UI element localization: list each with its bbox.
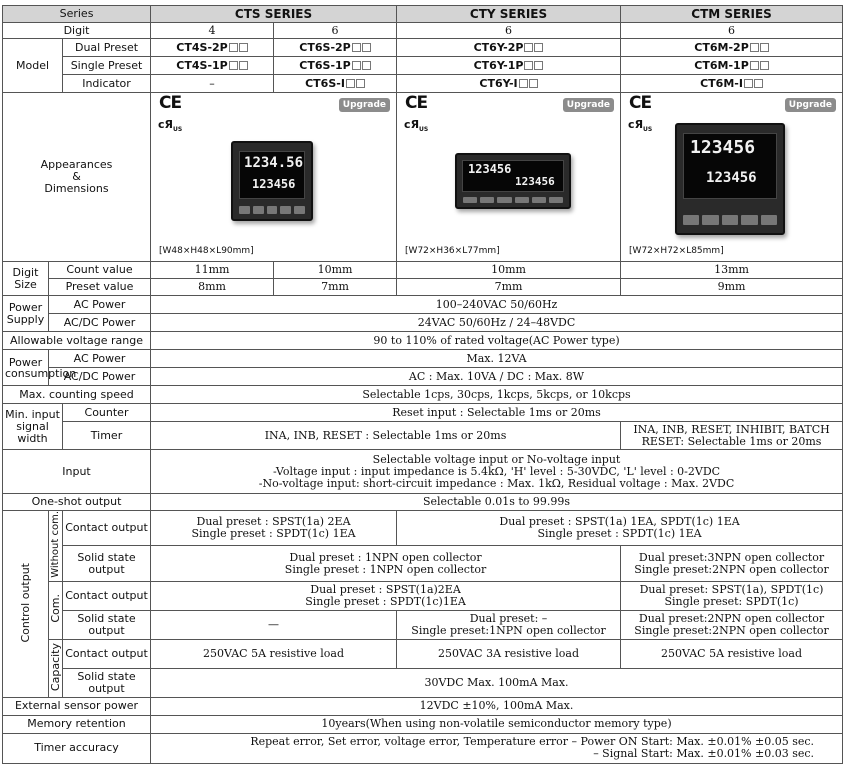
model-cts4-dual: CT4S-2P [151, 39, 274, 57]
model-cts6-single: CT6S-1P [274, 57, 397, 75]
without-com-label: Without com. [49, 511, 63, 582]
memory-value: 10years(When using non-volatile semiconductor memory type) [151, 715, 843, 733]
indicator-label: Indicator [63, 75, 151, 93]
memory-label: Memory retention [3, 715, 151, 733]
model-ctm-indicator: CT6M-I [621, 75, 843, 93]
model-cty-indicator: CT6Y-I [397, 75, 621, 93]
dual-preset-label: Dual Preset [63, 39, 151, 57]
acdc-power-value: 24VAC 50/60Hz / 24–48VDC [151, 314, 843, 332]
model-cts6-dual: CT6S-2P [274, 39, 397, 57]
digit-size-count-row [3, 262, 843, 279]
timer-value: INA, INB, RESET : Selectable 1ms or 20ms [151, 422, 621, 450]
input-row [3, 450, 843, 494]
capacity-solid-value: 30VDC Max. 100mA Max. [151, 668, 843, 697]
timer-label: Timer [63, 422, 151, 450]
preset-cty: 7mm [397, 279, 621, 296]
digit-cty: 6 [397, 23, 621, 39]
model-dual-row [3, 39, 843, 57]
series-label: Series [3, 6, 151, 23]
cts-dimensions: [W48×H48×L90mm] [159, 246, 254, 256]
ul-mark-icon: $cЯ_{US}$ [404, 118, 429, 134]
control-output-label: Control output [3, 511, 49, 698]
preset-value-label: Preset value [49, 279, 151, 296]
model-label: Model [3, 39, 63, 93]
model-cts4-single: CT4S-1P [151, 57, 274, 75]
cty-dimensions: [W72×H36×L77mm] [405, 246, 500, 256]
without-contact-other: Dual preset : SPST(1a) 1EA, SPDT(1c) 1EA Single preset : SPDT(1c) 1EA [397, 511, 843, 546]
capacity-solid-label: Solid state output [63, 668, 151, 697]
voltage-range-label: Allowable voltage range [3, 332, 151, 350]
voltage-range-row [3, 332, 843, 350]
digit-row [3, 23, 843, 39]
consumption-ac-value: Max. 12VA [151, 350, 843, 368]
upgrade-badge: Upgrade [785, 98, 836, 112]
digit-cts6: 6 [274, 23, 397, 39]
count-cts4: 11mm [151, 262, 274, 279]
spec-table [2, 5, 843, 764]
preset-cts4: 8mm [151, 279, 274, 296]
com-solid-label: Solid state output [63, 610, 151, 639]
model-indicator-row [3, 75, 843, 93]
sensor-power-value: 12VDC ±10%, 100mA Max. [151, 697, 843, 715]
ce-mark-icon: CE [629, 93, 652, 113]
com-contact-row [3, 581, 843, 610]
appearance-row [3, 93, 843, 262]
cts-appearance [151, 93, 397, 262]
oneshot-value: Selectable 0.01s to 99.99s [151, 494, 843, 511]
capacity-contact-ctm: 250VAC 5A resistive load [621, 639, 843, 668]
counting-speed-label: Max. counting speed [3, 386, 151, 404]
com-contact-ctm: Dual preset: SPST(1a), SPDT(1c) Single preset: SPDT(1c) [621, 581, 843, 610]
model-cts4-indicator: – [151, 75, 274, 93]
without-contact-label: Contact output [63, 511, 151, 546]
com-contact-label: Contact output [63, 581, 151, 610]
capacity-contact-label: Contact output [63, 639, 151, 668]
ac-power-value: 100–240VAC 50/60Hz [151, 296, 843, 314]
digit-size-preset-row [3, 279, 843, 296]
ul-mark-icon: $cЯ_{US}$ [158, 118, 183, 134]
power-supply-label: Power Supply [3, 296, 49, 332]
counter-value: Reset input : Selectable 1ms or 20ms [151, 404, 843, 422]
ce-mark-icon: CE [405, 93, 428, 113]
upgrade-badge: Upgrade [563, 98, 614, 112]
model-single-row [3, 57, 843, 75]
count-value-label: Count value [49, 262, 151, 279]
cty-appearance [397, 93, 621, 262]
timer-accuracy-row [3, 733, 843, 763]
power-supply-acdc-row [3, 314, 843, 332]
cts-series-header: CTS SERIES [151, 6, 397, 23]
com-contact-main: Dual preset : SPST(1a)2EA Single preset : SPDT(1c)1EA [151, 581, 621, 610]
cty-series-header: CTY SERIES [397, 6, 621, 23]
cty-device-image: 123456 123456 [455, 153, 571, 209]
timer-accuracy-value: Repeat error, Set error, voltage error, Temperature error – Power ON Start: Max. ±0.01% ±0.05 sec. – Signal Start: Max. ±0.01% ±0.03 sec. [151, 733, 843, 763]
capacity-contact-cty: 250VAC 3A resistive load [397, 639, 621, 668]
digit-ctm: 6 [621, 23, 843, 39]
counting-speed-row [3, 386, 843, 404]
timer-accuracy-label: Timer accuracy [3, 733, 151, 763]
capacity-contact-cts: 250VAC 5A resistive load [151, 639, 397, 668]
consumption-ac-row [3, 350, 843, 368]
model-ctm-single: CT6M-1P [621, 57, 843, 75]
count-ctm: 13mm [621, 262, 843, 279]
com-solid-cty: Dual preset: – Single preset:1NPN open collector [397, 610, 621, 639]
counting-speed-value: Selectable 1cps, 30cps, 1kcps, 5kcps, or 10kcps [151, 386, 843, 404]
com-label: Com. [49, 581, 63, 639]
ul-mark-icon: $cЯ_{US}$ [628, 118, 653, 134]
capacity-solid-row [3, 668, 843, 697]
cts-device-image: 1234.56 123456 [231, 141, 313, 221]
preset-ctm: 9mm [621, 279, 843, 296]
oneshot-label: One-shot output [3, 494, 151, 511]
com-solid-row [3, 610, 843, 639]
consumption-label: Power consumption [3, 350, 49, 386]
capacity-contact-row [3, 639, 843, 668]
consumption-acdc-row [3, 368, 843, 386]
min-input-counter-row [3, 404, 843, 422]
com-solid-cts: — [151, 610, 397, 639]
digit-label: Digit [3, 23, 151, 39]
preset-cts6: 7mm [274, 279, 397, 296]
acdc-power-label: AC/DC Power [49, 314, 151, 332]
ce-mark-icon: CE [159, 93, 182, 113]
count-cty: 10mm [397, 262, 621, 279]
without-contact-cts: Dual preset : SPST(1a) 2EA Single preset : SPDT(1c) 1EA [151, 511, 397, 546]
com-solid-ctm: Dual preset:2NPN open collector Single preset:2NPN open collector [621, 610, 843, 639]
ac-power-label: AC Power [49, 296, 151, 314]
series-row [3, 6, 843, 23]
memory-row [3, 715, 843, 733]
without-solid-row [3, 546, 843, 581]
consumption-acdc-value: AC : Max. 10VA / DC : Max. 8W [151, 368, 843, 386]
ctm-appearance [621, 93, 843, 262]
ctm-dimensions: [W72×H72×L85mm] [629, 246, 724, 256]
ctm-series-header: CTM SERIES [621, 6, 843, 23]
power-supply-ac-row [3, 296, 843, 314]
model-ctm-dual: CT6M-2P [621, 39, 843, 57]
input-value: Selectable voltage input or No-voltage input -Voltage input : input impedance is 5.4kΩ, 'H' level : 5-30VDC, 'L' level : 0-2VDC -No-voltage input: short-circuit impedance : Max. 1kΩ, Residual voltage : Max. 2VDC [151, 450, 843, 494]
oneshot-row [3, 494, 843, 511]
without-solid-ctm: Dual preset:3NPN open collector Single preset:2NPN open collector [621, 546, 843, 581]
without-solid-main: Dual preset : 1NPN open collector Single preset : 1NPN open collector [151, 546, 621, 581]
sensor-power-row [3, 697, 843, 715]
without-solid-label: Solid state output [63, 546, 151, 581]
model-cts6-indicator: CT6S-I [274, 75, 397, 93]
digit-cts4: 4 [151, 23, 274, 39]
capacity-label: Capacity [49, 639, 63, 697]
digit-size-label: Digit Size [3, 262, 49, 296]
voltage-range-value: 90 to 110% of rated voltage(AC Power type) [151, 332, 843, 350]
count-cts6: 10mm [274, 262, 397, 279]
single-preset-label: Single Preset [63, 57, 151, 75]
min-input-timer-row [3, 422, 843, 450]
sensor-power-label: External sensor power [3, 697, 151, 715]
counter-label: Counter [63, 404, 151, 422]
ctm-device-image: 123456 123456 [675, 123, 785, 235]
min-input-label: Min. input signal width [3, 404, 63, 450]
timer-ctm-value: INA, INB, RESET, INHIBIT, BATCH RESET: Selectable 1ms or 20ms [621, 422, 843, 450]
model-cty-single: CT6Y-1P [397, 57, 621, 75]
model-cty-dual: CT6Y-2P [397, 39, 621, 57]
input-label: Input [3, 450, 151, 494]
consumption-acdc-label: AC/DC Power [49, 368, 151, 386]
appearance-label: Appearances & Dimensions [3, 93, 151, 262]
without-contact-row [3, 511, 843, 546]
consumption-ac-label: AC Power [49, 350, 151, 368]
upgrade-badge: Upgrade [339, 98, 390, 112]
